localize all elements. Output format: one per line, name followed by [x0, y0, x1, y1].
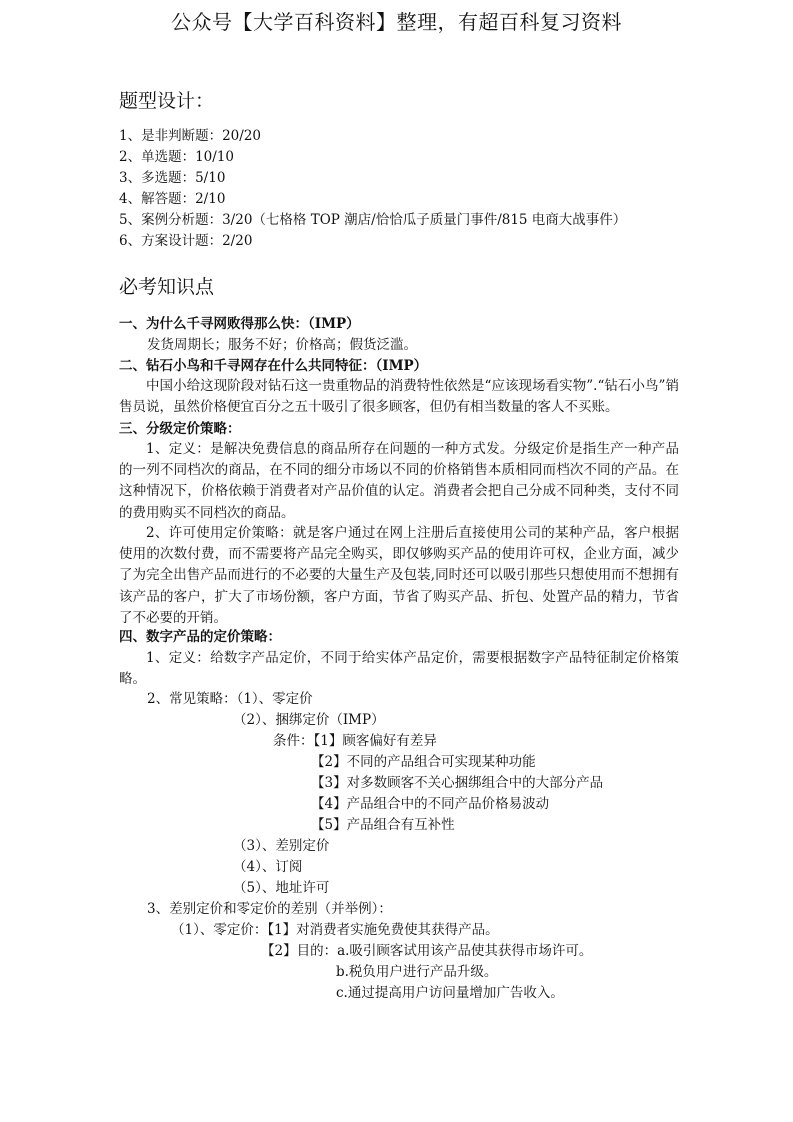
- zero-pricing-line: （1）、零定价：【1】对消费者实施免费使其获得产品。: [171, 922, 499, 938]
- list-item: 3、多选题：5/10: [119, 170, 226, 186]
- question-heading-1: 一、为什么千寻网败得那么快：（IMP）: [119, 316, 360, 332]
- answer-text-1: 发货周期长；服务不好；价格高；假货泛滥。: [147, 337, 417, 353]
- question-heading-2: 二、钻石小鸟和千寻网存在什么共同特征：（IMP）: [119, 358, 428, 374]
- answer-paragraph-2: 中国小给这现阶段对钻石这一贵重物品的消费特性依然是“应该现场看实物”.“钻石小鸟”销售员说，虽然价格便宜百分之五十吸引了很多顾客，但仍有相当数量的客人不买账。: [119, 378, 679, 416]
- strategy-line: （3）、差别定价: [233, 838, 330, 854]
- digital-pricing-definition: 1、定义：给数字产品定价，不同于给实体产品定价，需要根据数字产品特征制定价格策略。: [119, 650, 679, 688]
- question-heading-4: 四、数字产品的定价策略：: [119, 629, 281, 645]
- page-banner: 公众号【大学百科资料】整理，有超百科复习资料: [171, 10, 622, 34]
- list-item: 2、单选题：10/10: [119, 149, 234, 165]
- purpose-line: b.税负用户进行产品升级。: [336, 964, 498, 980]
- list-item: 5、案例分析题：3/20（七格格 TOP 潮店/恰恰瓜子质量门事件/815 电商大战事件）: [119, 212, 627, 228]
- question-heading-3: 三、分级定价策略：: [119, 421, 241, 437]
- condition-line: 【2】不同的产品组合可实现某种功能: [311, 754, 536, 770]
- condition-line: 【5】产品组合有互补性: [311, 817, 455, 833]
- list-item: 1、是非判断题：20/20: [119, 128, 261, 144]
- list-item: 4、解答题：2/10: [119, 191, 226, 207]
- strategy-line: （5）、地址许可: [233, 880, 330, 896]
- strategy-line: （2）、捆绑定价（IMP）: [233, 712, 385, 728]
- list-item: 6、方案设计题：2/20: [119, 233, 253, 249]
- definition-paragraph: 1、定义：是解决免费信息的商品所存在问题的一种方式发。分级定价是指生产一种产品的一列不同档次的商品，在不同的细分市场以不同的价格销售本质相同而档次不同的产品。在这种情况下，价格依赖于消费者对产品价值的认定。消费者会把自己分成不同种类，支付不同的费用购买不同档次的商品。: [119, 441, 679, 521]
- difference-heading: 3、差别定价和零定价的差别（并举例）：: [147, 901, 392, 917]
- section-title-key-points: 必考知识点: [119, 276, 215, 298]
- condition-line: 【3】对多数顾客不关心捆绑组合中的大部分产品: [311, 775, 604, 791]
- strategy-line: 2、常见策略：（1）、零定价: [147, 691, 313, 707]
- section-title-question-types: 题型设计：: [119, 90, 215, 112]
- condition-line: 【4】产品组合中的不同产品价格易波动: [311, 796, 550, 812]
- license-pricing-paragraph: 2、许可使用定价策略：就是客户通过在网上注册后直接使用公司的某种产品，客户根据使用的次数付费，而不需要将产品完全购买，即仅够购买产品的使用许可权，企业方面，减少了为完全出售产品而进行的不必要的大量生产及包装,同时还可以吸引那些只想使用而不想拥有该产品的客户，扩大了市场份额，客户方面，节省了购买产品、折包、处置产品的精力，节省了不必要的开销。: [119, 525, 679, 626]
- purpose-line: 【2】目的：a.吸引顾客试用该产品使其获得市场许可。: [261, 943, 593, 959]
- purpose-line: c.通过提高用户访问量增加广告收入。: [336, 985, 564, 1001]
- strategy-line: （4）、订阅: [233, 859, 303, 875]
- condition-line: 条件：【1】顾客偏好有差异: [273, 733, 437, 749]
